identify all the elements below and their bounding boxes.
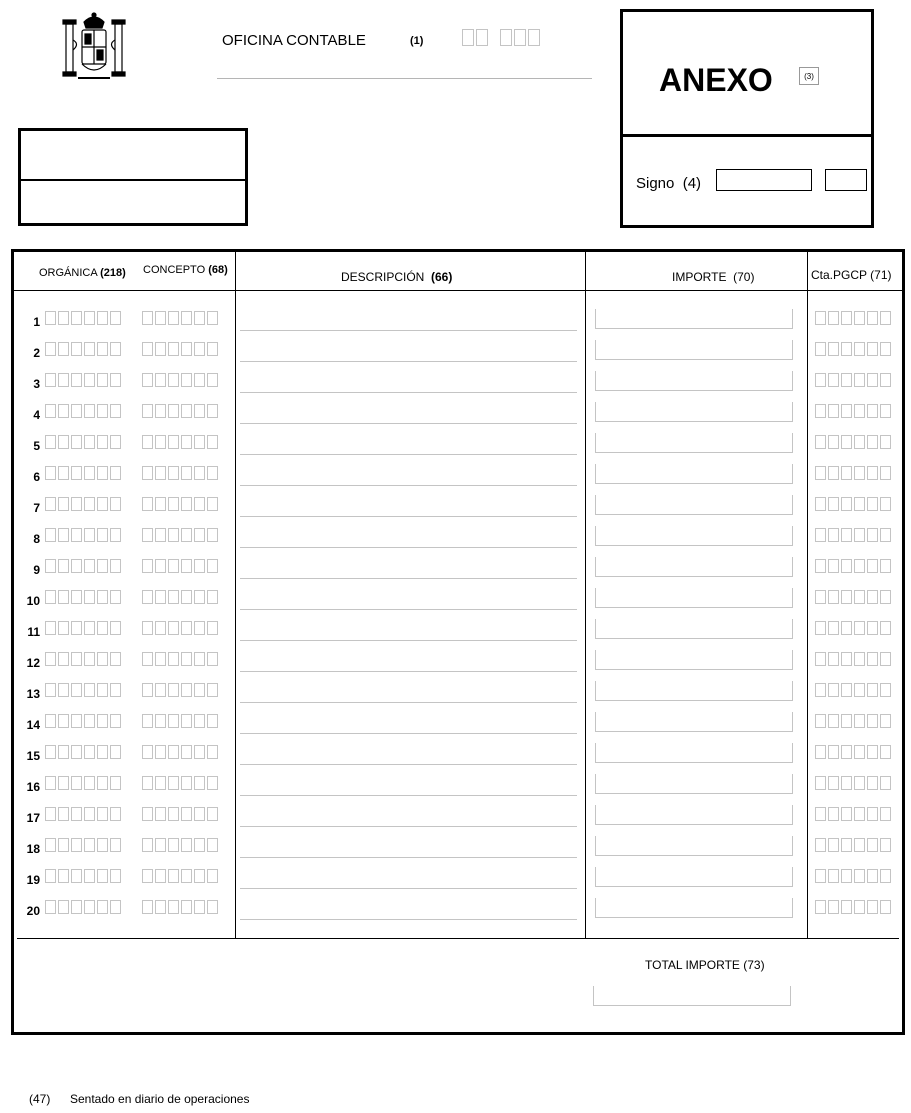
row-number: 12 <box>26 656 40 670</box>
description-field[interactable] <box>240 330 577 331</box>
concepto-boxes[interactable] <box>142 776 218 790</box>
importe-field[interactable] <box>595 619 793 639</box>
cta-pgcp-boxes[interactable] <box>815 528 891 542</box>
concepto-boxes[interactable] <box>142 714 218 728</box>
description-field[interactable] <box>240 640 577 641</box>
row-number: 18 <box>26 842 40 856</box>
description-field[interactable] <box>240 578 577 579</box>
description-field[interactable] <box>240 392 577 393</box>
importe-field[interactable] <box>595 743 793 763</box>
row-number: 7 <box>33 501 40 515</box>
description-field[interactable] <box>240 547 577 548</box>
row-number: 8 <box>33 532 40 546</box>
concepto-boxes[interactable] <box>142 559 218 573</box>
organica-boxes[interactable] <box>45 807 121 821</box>
row-number: 13 <box>26 687 40 701</box>
organica-boxes[interactable] <box>45 559 121 573</box>
organica-boxes[interactable] <box>45 652 121 666</box>
concepto-boxes[interactable] <box>142 807 218 821</box>
cta-pgcp-boxes[interactable] <box>815 311 891 325</box>
column-divider-description <box>235 252 236 938</box>
importe-field[interactable] <box>595 526 793 546</box>
concepto-boxes[interactable] <box>142 466 218 480</box>
importe-field[interactable] <box>595 898 793 918</box>
cta-pgcp-boxes[interactable] <box>815 776 891 790</box>
cta-pgcp-boxes[interactable] <box>815 497 891 511</box>
oficina-contable-label: OFICINA CONTABLE <box>222 32 366 49</box>
importe-field[interactable] <box>595 309 793 329</box>
cta-pgcp-boxes[interactable] <box>815 435 891 449</box>
coat-of-arms-icon <box>58 10 130 84</box>
importe-field[interactable] <box>595 557 793 577</box>
row-number: 11 <box>27 625 40 639</box>
description-field[interactable] <box>240 733 577 734</box>
description-field[interactable] <box>240 795 577 796</box>
importe-field[interactable] <box>595 402 793 422</box>
description-field[interactable] <box>240 361 577 362</box>
row-number: 5 <box>33 439 40 453</box>
importe-field[interactable] <box>595 774 793 794</box>
column-divider-importe <box>585 252 586 938</box>
oficina-contable-ref: (1) <box>410 35 424 47</box>
importe-field[interactable] <box>595 712 793 732</box>
cta-pgcp-boxes[interactable] <box>815 683 891 697</box>
header-concepto: CONCEPTO (68) <box>143 264 228 276</box>
anexo-title: ANEXO <box>659 62 773 98</box>
organica-boxes[interactable] <box>45 745 121 759</box>
row-number: 19 <box>26 873 40 887</box>
description-field[interactable] <box>240 888 577 889</box>
row-number: 1 <box>33 315 40 329</box>
organica-boxes[interactable] <box>45 621 121 635</box>
concepto-boxes[interactable] <box>142 311 218 325</box>
cta-pgcp-boxes[interactable] <box>815 342 891 356</box>
importe-field[interactable] <box>595 836 793 856</box>
description-field[interactable] <box>240 826 577 827</box>
footnote-ref: (47) <box>29 1092 51 1106</box>
organica-boxes[interactable] <box>45 435 121 449</box>
organica-boxes[interactable] <box>45 869 121 883</box>
row-number: 20 <box>26 904 40 918</box>
cta-pgcp-boxes[interactable] <box>815 838 891 852</box>
header-organica: ORGÁNICA (218) <box>39 267 126 279</box>
organica-boxes[interactable] <box>45 373 121 387</box>
cta-pgcp-boxes[interactable] <box>815 590 891 604</box>
description-field[interactable] <box>240 702 577 703</box>
description-field[interactable] <box>240 423 577 424</box>
description-field[interactable] <box>240 919 577 920</box>
cta-pgcp-boxes[interactable] <box>815 466 891 480</box>
concepto-boxes[interactable] <box>142 621 218 635</box>
anexo-divider <box>623 134 871 137</box>
concepto-boxes[interactable] <box>142 745 218 759</box>
description-field[interactable] <box>240 764 577 765</box>
anexo-ref: (3) <box>799 67 819 85</box>
organica-boxes[interactable] <box>45 590 121 604</box>
oficina-underline <box>217 78 592 79</box>
total-importe-field[interactable] <box>593 986 791 1006</box>
importe-field[interactable] <box>595 495 793 515</box>
total-separator <box>17 938 899 939</box>
description-field[interactable] <box>240 454 577 455</box>
organica-boxes[interactable] <box>45 528 121 542</box>
identification-box[interactable] <box>18 128 248 226</box>
footnote-text: Sentado en diario de operaciones <box>70 1092 250 1106</box>
row-number: 6 <box>33 470 40 484</box>
description-field[interactable] <box>240 857 577 858</box>
signo-label: Signo (4) <box>636 175 702 192</box>
cta-pgcp-boxes[interactable] <box>815 404 891 418</box>
importe-field[interactable] <box>595 340 793 360</box>
row-number: 3 <box>33 377 40 391</box>
concepto-boxes[interactable] <box>142 838 218 852</box>
header-descripcion: DESCRIPCIÓN (66) <box>341 270 453 284</box>
concepto-boxes[interactable] <box>142 435 218 449</box>
concepto-boxes[interactable] <box>142 528 218 542</box>
cta-pgcp-boxes[interactable] <box>815 373 891 387</box>
organica-boxes[interactable] <box>45 714 121 728</box>
concepto-boxes[interactable] <box>142 652 218 666</box>
column-divider-cta <box>807 252 808 938</box>
cta-pgcp-boxes[interactable] <box>815 869 891 883</box>
cta-pgcp-boxes[interactable] <box>815 621 891 635</box>
identification-box-divider <box>21 179 245 181</box>
organica-boxes[interactable] <box>45 404 121 418</box>
row-number: 15 <box>26 749 40 763</box>
cta-pgcp-boxes[interactable] <box>815 745 891 759</box>
row-number: 9 <box>33 563 40 577</box>
row-number: 10 <box>26 594 40 608</box>
cta-pgcp-boxes[interactable] <box>815 807 891 821</box>
row-number: 17 <box>26 811 40 825</box>
importe-field[interactable] <box>595 464 793 484</box>
importe-field[interactable] <box>595 371 793 391</box>
concepto-boxes[interactable] <box>142 373 218 387</box>
organica-boxes[interactable] <box>45 838 121 852</box>
importe-field[interactable] <box>595 588 793 608</box>
importe-field[interactable] <box>595 867 793 887</box>
importe-field[interactable] <box>595 681 793 701</box>
cta-pgcp-boxes[interactable] <box>815 714 891 728</box>
cta-pgcp-boxes[interactable] <box>815 559 891 573</box>
cta-pgcp-boxes[interactable] <box>815 900 891 914</box>
concepto-boxes[interactable] <box>142 590 218 604</box>
concepto-boxes[interactable] <box>142 683 218 697</box>
concepto-boxes[interactable] <box>142 404 218 418</box>
organica-boxes[interactable] <box>45 342 121 356</box>
anexo-box <box>620 9 874 228</box>
importe-field[interactable] <box>595 805 793 825</box>
row-number: 14 <box>26 718 40 732</box>
oficina-code-boxes[interactable] <box>462 29 540 46</box>
importe-field[interactable] <box>595 650 793 670</box>
concepto-boxes[interactable] <box>142 869 218 883</box>
organica-boxes[interactable] <box>45 311 121 325</box>
description-field[interactable] <box>240 485 577 486</box>
organica-boxes[interactable] <box>45 497 121 511</box>
row-number: 4 <box>33 408 40 422</box>
organica-boxes[interactable] <box>45 900 121 914</box>
importe-field[interactable] <box>595 433 793 453</box>
concepto-boxes[interactable] <box>142 497 218 511</box>
header-importe: IMPORTE (70) <box>672 270 755 284</box>
cta-pgcp-boxes[interactable] <box>815 652 891 666</box>
signo-field-secondary[interactable] <box>825 169 867 191</box>
row-number: 16 <box>26 780 40 794</box>
concepto-boxes[interactable] <box>142 342 218 356</box>
description-field[interactable] <box>240 671 577 672</box>
description-field[interactable] <box>240 516 577 517</box>
annex-table <box>11 249 905 1035</box>
concepto-boxes[interactable] <box>142 900 218 914</box>
header-separator <box>14 290 902 291</box>
organica-boxes[interactable] <box>45 466 121 480</box>
header-cta-pgcp: Cta.PGCP (71) <box>811 268 892 282</box>
organica-boxes[interactable] <box>45 776 121 790</box>
signo-field[interactable] <box>716 169 812 191</box>
row-number: 2 <box>33 346 40 360</box>
organica-boxes[interactable] <box>45 683 121 697</box>
total-importe-label: TOTAL IMPORTE (73) <box>645 958 765 972</box>
description-field[interactable] <box>240 609 577 610</box>
